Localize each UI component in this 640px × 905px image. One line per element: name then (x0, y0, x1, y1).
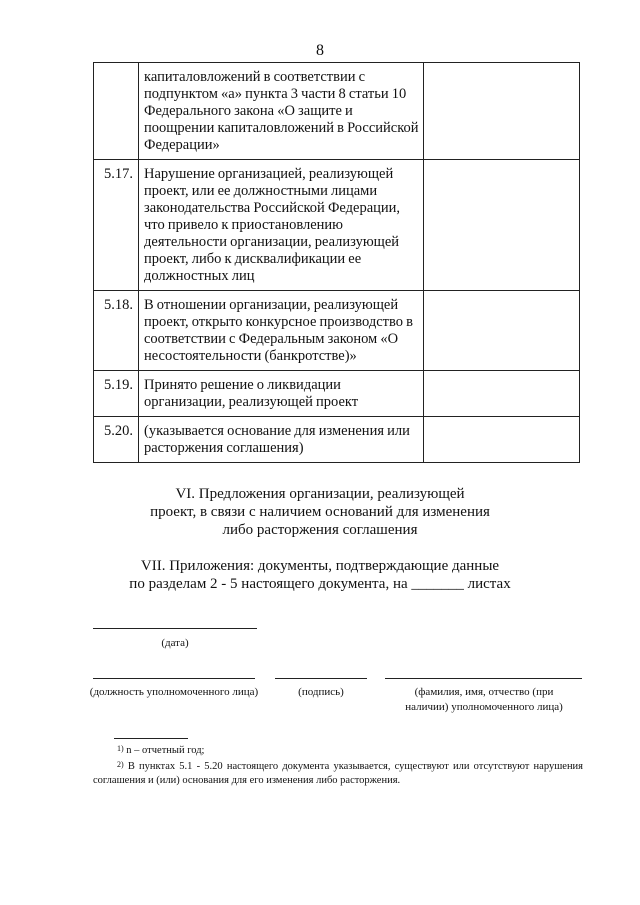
footnote-1-text: n – отчетный год; (126, 745, 205, 756)
table-row (94, 63, 580, 160)
signature-caption: (подпись) (298, 686, 344, 698)
section-7-line-2: по разделам 2 - 5 настоящего документа, на _______ листах (129, 576, 511, 592)
section-6-line-2: проект, в связи с наличием оснований для изменения (150, 504, 490, 520)
row-description: (указывается основание для изменения или расторжения соглашения) (139, 417, 424, 463)
row-description: В отношении организации, реализующей проект, открыто конкурсное производство в соответствии с Федеральным законом «О несостоятельности (банкротстве)» (139, 291, 424, 371)
date-line[interactable] (93, 628, 257, 629)
section-6-line-1: VI. Предложения организации, реализующей (175, 486, 465, 502)
table-row (94, 160, 580, 291)
row-description: капиталовложений в соответствии с подпунктом «а» пункта 3 части 8 статьи 10 Федерального закона «О защите и поощрении капиталовложений в Российской Федерации» (139, 63, 424, 160)
table-row (94, 371, 580, 417)
section-7-line-1: VII. Приложения: документы, подтверждающие данные (140, 558, 500, 574)
row-number: 5.17. (94, 160, 139, 291)
row-number (94, 63, 139, 160)
row-number: 5.19. (94, 371, 139, 417)
violations-table (93, 62, 580, 463)
section-6-heading (0, 485, 640, 539)
footnote-2-text: В пунктах 5.1 - 5.20 настоящего документа указывается, существуют или отсутствуют нарушения соглашения и (или) основания для его изменения либо расторжения. (93, 761, 584, 786)
table-row (94, 291, 580, 371)
row-number: 5.18. (94, 291, 139, 371)
footnote-rule (114, 738, 188, 739)
section-6-line-3: либо расторжения соглашения (222, 522, 418, 538)
footnote-2 (93, 760, 583, 788)
signature-line[interactable] (275, 678, 367, 679)
row-value-cell[interactable] (424, 63, 580, 160)
footnote-1 (93, 744, 583, 758)
row-number: 5.20. (94, 417, 139, 463)
name-line[interactable] (385, 678, 582, 679)
row-description: Нарушение организацией, реализующей проект, или ее должностными лицами законодательства Российской Федерации, что привело к приостановлению деятельности организации, реализующей проект, либо к дисквалификации ее должностных лиц (139, 160, 424, 291)
row-value-cell[interactable] (424, 417, 580, 463)
name-caption: (фамилия, имя, отчество (при наличии) уполномоченного лица) (405, 686, 563, 713)
row-description: Принято решение о ликвидации организации, реализующей проект (139, 371, 424, 417)
position-caption: (должность уполномоченного лица) (89, 686, 259, 698)
row-value-cell[interactable] (424, 291, 580, 371)
page-number: 8 (316, 42, 324, 59)
date-caption: (дата) (161, 637, 189, 649)
row-value-cell[interactable] (424, 160, 580, 291)
table-row (94, 417, 580, 463)
row-value-cell[interactable] (424, 371, 580, 417)
section-7-heading (0, 557, 640, 593)
footnote-2-mark: 2) (117, 760, 124, 769)
position-line[interactable] (93, 678, 255, 679)
footnote-1-mark: 1) (117, 744, 124, 753)
